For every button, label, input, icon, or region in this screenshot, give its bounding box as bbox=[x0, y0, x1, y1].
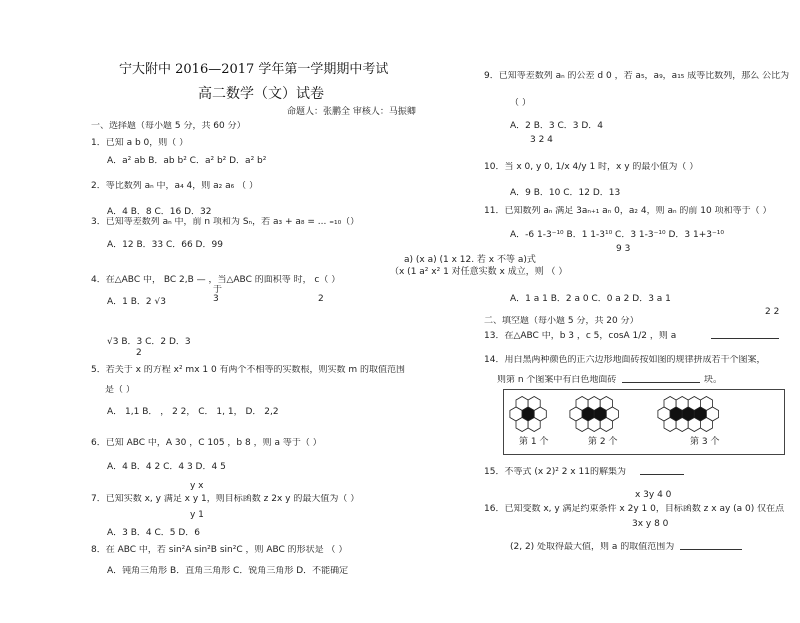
answer-blank-15[interactable] bbox=[640, 465, 684, 475]
answer-blank-14[interactable] bbox=[622, 373, 700, 383]
left-line-q3o: A．12 B．33 C．66 D．99 bbox=[107, 240, 223, 250]
right-line-q14: 14．用白黑两种颜色的正六边形地面砖按如图的规律拼成若干个图案， bbox=[484, 355, 766, 365]
white-tile-2 bbox=[588, 418, 600, 432]
right-line-q11o2: 9 3 bbox=[616, 244, 631, 254]
figure-label-3: 第 3 个 bbox=[690, 437, 720, 447]
right-line-q11: 11．已知数列 aₙ 满足 3aₙ₊₁ aₙ 0，a₂ 4，则 aₙ 的前 10 项和等于（ ） bbox=[484, 206, 772, 216]
left-line-q7o: A．3 B．4 C．5 D．6 bbox=[107, 528, 201, 538]
left-line-q6: 6．已知 ABC 中，A 30 ，C 105 ，b 8 ，则 a 等于（ ） bbox=[91, 438, 322, 448]
right-line-q12a: a) (x a) (1 x 12. 若 x 不等 a)式 bbox=[404, 255, 536, 265]
right-line-q16b: 3x y 8 0 bbox=[632, 519, 669, 529]
left-line-q4o3: 2 bbox=[136, 348, 142, 358]
right-line-q15: 15．不等式 (x 2)² 2 x 11的解集为 bbox=[484, 467, 626, 477]
right-line-q12: （x (1 a² x² 1 对任意实数 x 成立，则 （ ） bbox=[390, 267, 568, 277]
left-line-q2o: A．4 B．8 C．16 D．32 bbox=[107, 207, 212, 217]
left-line-q4o2: √3 B．3 C．2 D．3 bbox=[107, 337, 191, 347]
right-line-q9o: A．2 B．3 C．3 D．4 bbox=[510, 121, 604, 131]
right-line-q13: 13．在△ABC 中，b 3 ，c 5，cosA 1/2 ，则 a bbox=[484, 331, 677, 341]
white-tile-3 bbox=[700, 418, 712, 432]
right-line-q10o: A．9 B．10 C．12 D．13 bbox=[510, 188, 621, 198]
right-line-q16c: (2, 2) 处取得最大值，则 a 的取值范围为 bbox=[510, 542, 675, 552]
exam-subtitle: 高二数学（文）试卷 bbox=[198, 86, 324, 102]
left-line-q5o: A． 1,1 B． ， 2 2， C． 1, 1， D． 2,2 bbox=[107, 407, 279, 417]
white-tile-3 bbox=[676, 418, 688, 432]
left-line-q4: 4．在△ABC 中， BC 2,B — ，当△ABC 的面积等 时， c（ ） bbox=[91, 275, 341, 285]
white-tile-1 bbox=[516, 418, 528, 432]
white-tile-3 bbox=[688, 418, 700, 432]
left-line-q1o: A．a² ab B．ab b² C．a² b² D．a² b² bbox=[107, 156, 267, 166]
white-tile-3 bbox=[664, 418, 676, 432]
left-line-q7: 7．已知实数 x, y 满足 x y 1，则目标函数 z 2x y 的最大值为（ ） bbox=[91, 494, 360, 504]
left-line-q4c: 2 bbox=[318, 294, 324, 304]
right-line-q14b: 则第 n 个图案中有白色地面砖 bbox=[497, 375, 617, 385]
right-line-q16a: x 3y 4 0 bbox=[635, 490, 672, 500]
left-line-q1: 1．已知 a b 0，则（ ） bbox=[91, 138, 189, 148]
white-tile-1 bbox=[528, 418, 540, 432]
right-line-q12o: A．1 a 1 B．2 a 0 C．0 a 2 D．3 a 1 bbox=[510, 294, 671, 304]
left-line-s1: 一、选择题（每小题 5 分，共 60 分） bbox=[91, 121, 246, 131]
left-line-q6o: A．4 B．4 2 C．4 3 D．4 5 bbox=[107, 462, 226, 472]
exam-title: 宁大附中 2016—2017 学年第一学期期中考试 bbox=[119, 62, 389, 77]
right-line-q9o2: 3 2 4 bbox=[530, 135, 553, 145]
left-line-q4b: 3 bbox=[213, 294, 219, 304]
left-line-q4o: A．1 B．2 √3 bbox=[107, 297, 166, 307]
right-line-s2: 二、填空题（每小题 5 分，共 20 分） bbox=[484, 316, 639, 326]
right-line-q14c: 块。 bbox=[704, 375, 723, 385]
answer-blank-16[interactable] bbox=[680, 540, 742, 550]
right-line-q10: 10．当 x 0, y 0, 1/x 4/y 1 时，x y 的最小值为（ ） bbox=[484, 162, 699, 172]
left-line-q7b: y 1 bbox=[190, 510, 204, 520]
left-line-q3: 3．已知等差数列 aₙ 中，前 n 项和为 Sₙ，若 a₃ + a₈ = ... ₌₁₀（） bbox=[91, 217, 360, 227]
left-line-q5b: 是（ ） bbox=[105, 385, 135, 395]
left-line-q8: 8．在 ABC 中，若 sin²A sin²B sin²C ，则 ABC 的形状是 （ ） bbox=[91, 545, 348, 555]
right-line-q16: 16．已知变数 x, y 满足约束条件 x 2y 1 0，目标函数 z x ay (a 0) 仅在点 bbox=[484, 504, 785, 514]
figure-label-1: 第 1 个 bbox=[519, 437, 549, 447]
exam-authors: 命题人：张鹏全 审核人：马振卿 bbox=[287, 107, 416, 117]
answer-blank-13[interactable] bbox=[711, 329, 779, 339]
right-line-q9b: （ ） bbox=[510, 98, 531, 108]
right-line-q9: 9．已知等差数列 aₙ 的公差 d 0 ，若 a₅，a₉，a₁₅ 成等比数列，那么 公比为 bbox=[484, 71, 790, 81]
white-tile-2 bbox=[600, 418, 612, 432]
left-line-q8o: A．钝角三角形 B．直角三角形 C．锐角三角形 D．不能确定 bbox=[107, 566, 349, 576]
white-tile-2 bbox=[576, 418, 588, 432]
left-line-q5: 5．若关于 x 的方程 x² mx 1 0 有两个不相等的实数根，则实数 m 的取值范围 bbox=[91, 365, 406, 375]
figure-label-2: 第 2 个 bbox=[588, 437, 618, 447]
left-line-q4a: 于 bbox=[213, 285, 223, 295]
left-line-q7a: y x bbox=[190, 481, 204, 491]
left-line-q2: 2．等比数列 aₙ 中，a₄ 4，则 a₂ a₆ （ ） bbox=[91, 181, 258, 191]
right-line-q11o: A．-6 1-3⁻¹⁰ B．1 1-3¹⁰ C．3 1-3⁻¹⁰ D．3 1+3⁻¹⁰ bbox=[510, 230, 724, 240]
right-line-q12o2: 2 2 bbox=[765, 307, 780, 317]
